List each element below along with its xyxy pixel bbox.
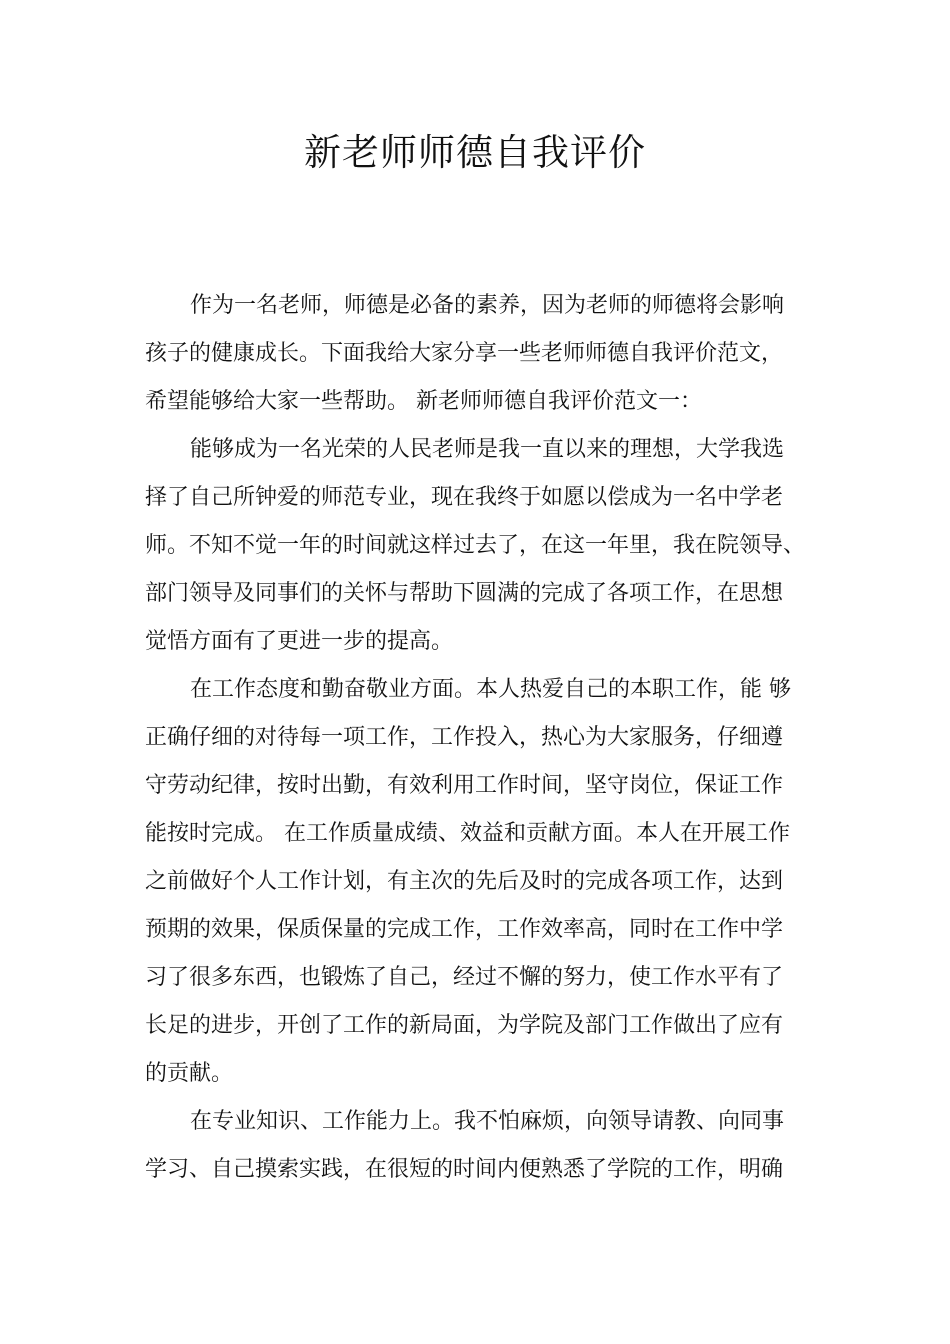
document-body	[145, 282, 810, 1194]
text-line: 能够成为一名光荣的人民老师是我一直以来的理想，大学我选	[190, 437, 785, 462]
text-line: 师。不知不觉一年的时间就这样过去了，在这一年里，我在院领导、	[145, 533, 806, 558]
document-title: 新老师师德自我评价	[304, 131, 646, 174]
text-line: 守劳动纪律，按时出勤，有效利用工作时间，坚守岗位，保证工作	[145, 773, 784, 798]
text-line: 孩子的健康成长。下面我给大家分享一些老师师德自我评价范文，	[145, 341, 784, 366]
text-line: 在专业知识、工作能力上。我不怕麻烦，向领导请教、向同事	[190, 1109, 785, 1134]
text-line: 择了自己所钟爱的师范专业，现在我终于如愿以偿成为一名中学老	[145, 485, 784, 510]
text-line: 能按时完成。 在工作质量成绩、效益和贡献方面。本人在开展工作	[145, 821, 790, 846]
text-line: 学习、自己摸索实践，在很短的时间内便熟悉了学院的工作，明确	[145, 1157, 784, 1182]
text-line: 部门领导及同事们的关怀与帮助下圆满的完成了各项工作，在思想	[145, 581, 784, 606]
text-line: 长足的进步，开创了工作的新局面，为学院及部门工作做出了应有	[145, 1013, 784, 1038]
text-line: 在工作态度和勤奋敬业方面。本人热爱自己的本职工作，能 够	[190, 677, 791, 702]
text-line: 觉悟方面有了更进一步的提高。	[145, 629, 454, 654]
text-line: 希望能够给大家一些帮助。 新老师师德自我评价范文一：	[145, 389, 702, 414]
text-line: 之前做好个人工作计划，有主次的先后及时的完成各项工作，达到	[145, 869, 784, 894]
text-line: 的贡献。	[145, 1061, 234, 1086]
text-line: 作为一名老师，师德是必备的素养，因为老师的师德将会影响	[190, 293, 785, 318]
text-line: 习了很多东西，也锻炼了自己，经过不懈的努力，使工作水平有了	[145, 965, 784, 990]
text-line: 正确仔细的对待每一项工作，工作投入，热心为大家服务，仔细遵	[145, 725, 784, 750]
text-line: 预期的效果，保质保量的完成工作，工作效率高，同时在工作中学	[145, 917, 784, 942]
